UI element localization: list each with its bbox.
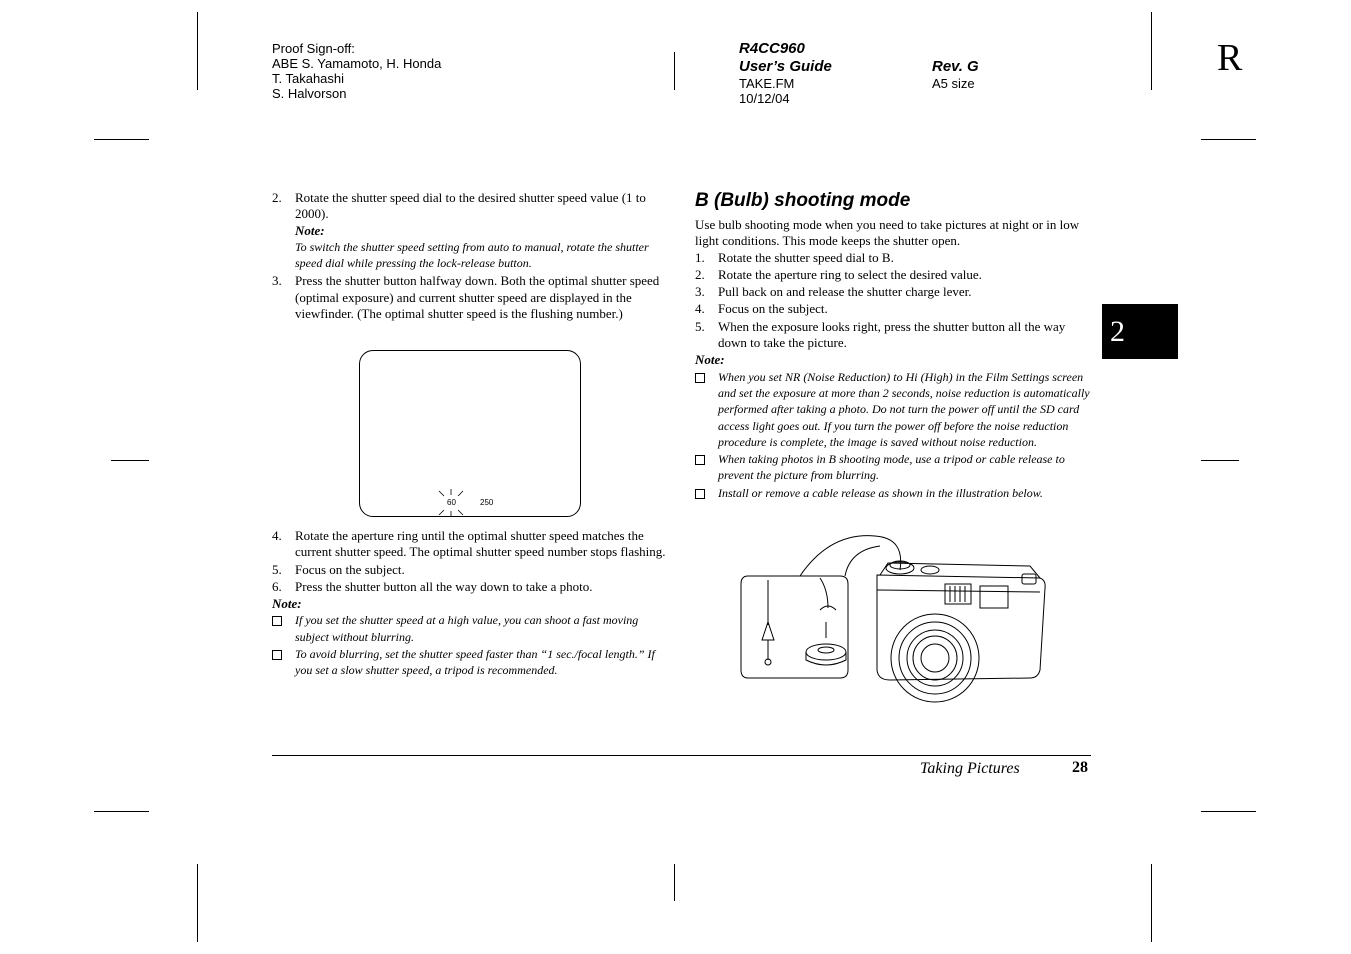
note-label: Note: [295,222,325,238]
doc-info [739,40,832,106]
note-bullet: Install or remove a cable release as shown in the illustration below. [695,485,1091,501]
page-number: 28 [1072,759,1088,776]
doc-code: R4CC960 [739,40,805,57]
note-bullet: To avoid blurring, set the shutter speed faster than “1 sec./focal length.” If you set a slow shutter speed, a tripod is recommended. [272,646,667,679]
list-item: 6. Press the shutter button all the way down to take a photo. [272,578,593,594]
crop-mark [674,864,675,901]
list-item: 2. Rotate the aperture ring to select the desired value. [695,266,982,282]
checkbox-bullet-icon [695,489,705,499]
revision: Rev. G [932,58,979,75]
paper-size: A5 size [932,76,975,91]
list-item: 4. Focus on the subject. [695,301,828,317]
optimal-speed: 60 [447,498,456,507]
intro-paragraph: Use bulb shooting mode when you need to take pictures at night or in low light conditions. This mode keeps the shutter open. [695,217,1080,249]
checkbox-bullet-icon [695,373,705,383]
note-text: To switch the shutter speed setting from auto to manual, rotate the shutter speed dial while pressing the lock-release button. [295,239,649,271]
left-column-bottom [272,528,667,679]
file-name: TAKE.FM [739,76,795,91]
section-title: B (Bulb) shooting mode [695,190,911,211]
list-item: 1. Rotate the shutter speed dial to B. [695,249,894,265]
list-item: 3. Press the shutter button halfway down. Both the optimal shutter speed (optimal exposure) and current shutter speed are displayed in the viewfinder. (The optimal shutter speed is the flushing number.) [272,273,660,322]
checkbox-bullet-icon [272,616,282,626]
note-bullet: If you set the shutter speed at a high value, you can shoot a fast moving subject without blurring. [272,612,667,645]
list-item: 5. Focus on the subject. [272,561,405,577]
current-speed: 250 [480,498,494,507]
crop-mark [1201,460,1239,461]
crop-mark [1151,12,1152,90]
crop-mark [111,460,149,461]
crop-mark [1201,139,1256,140]
note-label: Note: [695,352,725,368]
note-bullet: When taking photos in B shooting mode, use a tripod or cable release to prevent the picture from blurring. [695,451,1091,484]
checkbox-bullet-icon [695,455,705,465]
note-label: Note: [272,596,302,612]
revision-info [932,58,979,91]
cable-release-illustration [740,530,1050,705]
crop-mark [1201,811,1256,812]
list-item: 2. Rotate the shutter speed dial to the desired shutter speed value (1 to 2000). [272,190,646,222]
doc-date: 10/12/04 [739,91,790,106]
list-item: 3. Pull back on and release the shutter charge lever. [695,284,972,300]
crop-mark [197,864,198,942]
list-item: 5. When the exposure looks right, press the shutter button all the way down to take the picture. [695,318,1066,351]
left-column-top [272,190,667,322]
right-column [695,217,1091,501]
footer-section: Taking Pictures [920,760,1020,777]
crop-mark [674,52,675,90]
crop-mark [94,811,149,812]
chapter-tab: 2 [1102,304,1178,359]
crop-mark [1151,864,1152,942]
corner-letter: R [1217,37,1243,79]
viewfinder-illustration [359,350,581,517]
list-item: 4. Rotate the aperture ring until the optimal shutter speed matches the current shutter speed. The optimal shutter speed number stops flashing. [272,528,666,560]
footer-rule [272,755,1091,756]
crop-mark [197,12,198,90]
note-block [272,223,667,272]
proof-signoff: Proof Sign-off: ABE S. Yamamoto, H. Honda T. Takahashi S. Halvorson [272,41,442,101]
guide-title: User’s Guide [739,58,832,75]
checkbox-bullet-icon [272,650,282,660]
note-bullet: When you set NR (Noise Reduction) to Hi (High) in the Film Settings screen and set the exposure at more than 2 seconds, noise reduction is automatically performed after taking a photo. Do not turn the power off until the SD card access light goes out. If you turn the power off before the noise reduction procedure is complete, the image is saved without noise reduction. [695,369,1091,450]
crop-mark [94,139,149,140]
